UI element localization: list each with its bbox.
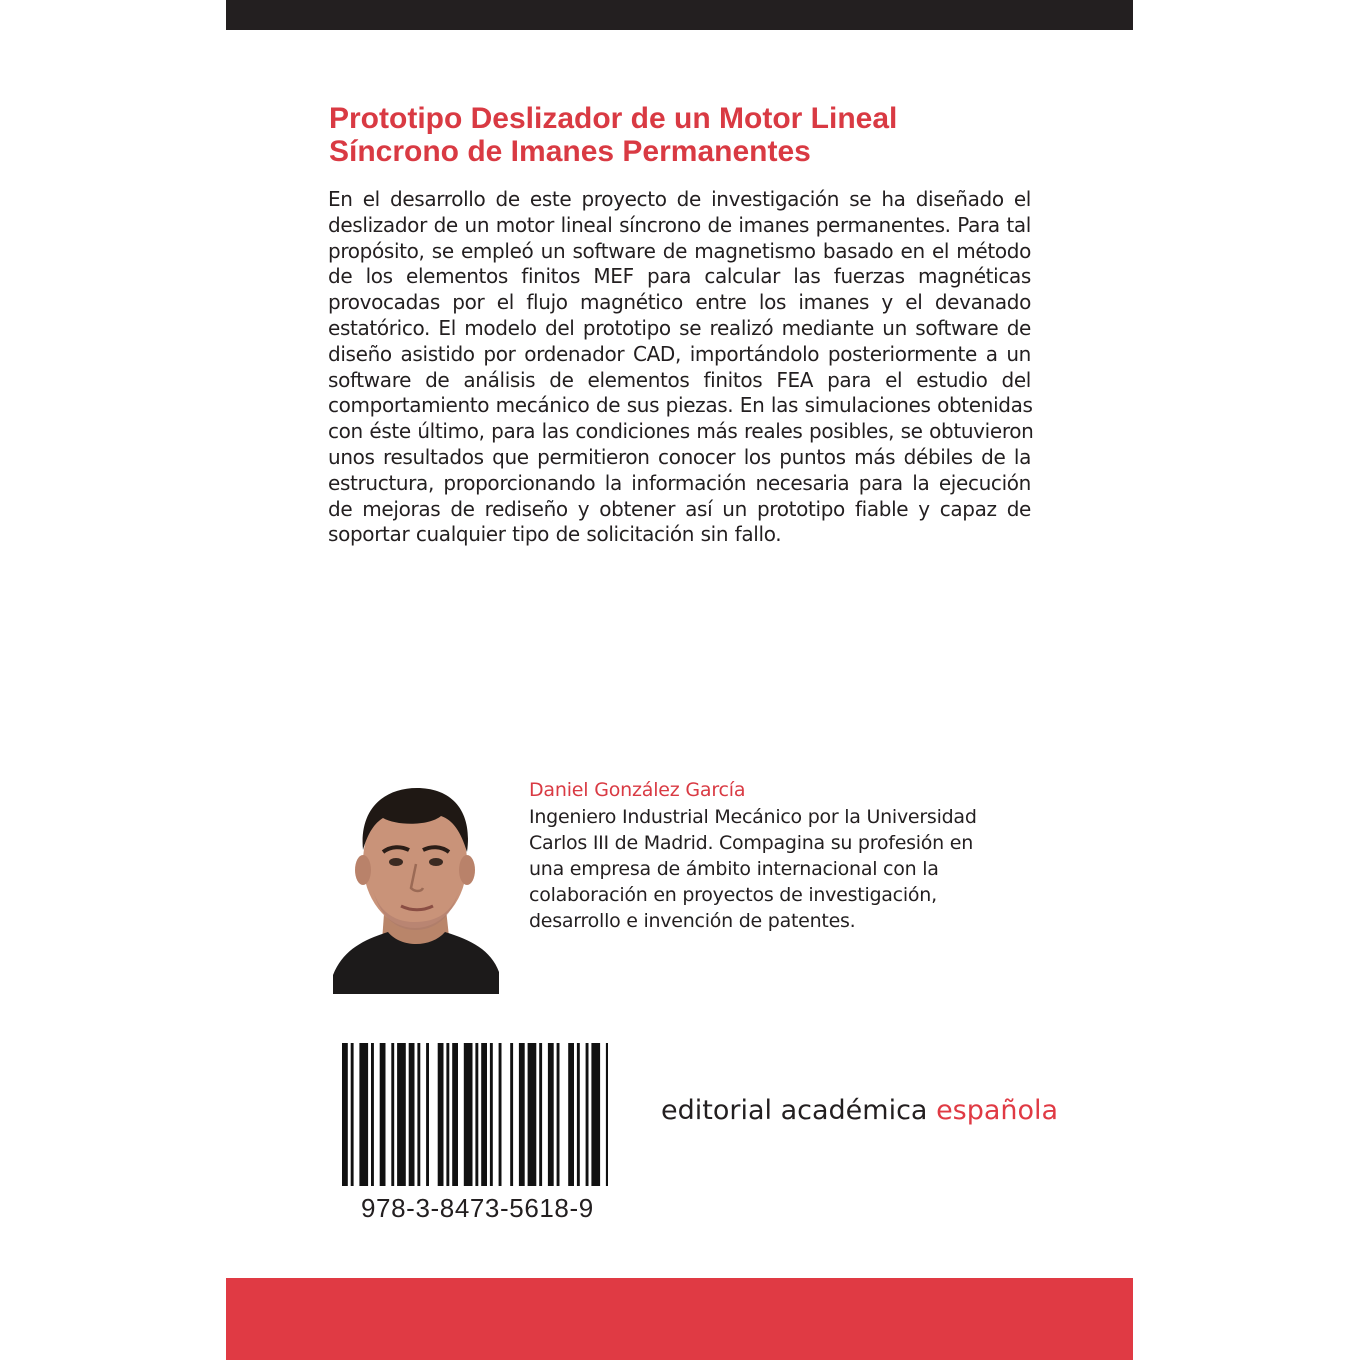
top-bar	[226, 0, 1133, 30]
abstract-line: soportar cualquier tipo de solicitación sin fallo.	[328, 522, 782, 547]
author-bio	[529, 804, 1049, 934]
publisher-name-part2: española	[936, 1095, 1059, 1126]
publisher-logo	[661, 1094, 1058, 1128]
abstract-line: comportamiento mecánico de sus piezas. En las simulaciones obtenidas	[328, 393, 1033, 418]
book-title	[329, 102, 1029, 168]
isbn-number: 978-3-8473-5618-9	[361, 1193, 594, 1223]
publisher-name-part1: editorial académica	[661, 1095, 937, 1126]
barcode-icon	[340, 1043, 610, 1186]
abstract-line: provocadas por el flujo magnético entre los imanes y el devanado	[328, 290, 1031, 315]
book-back-cover	[226, 0, 1133, 1360]
book-title-line: Síncrono de Imanes Permanentes	[329, 135, 811, 168]
author-bio-line: desarrollo e invención de patentes.	[529, 910, 856, 932]
book-abstract	[328, 187, 1034, 548]
abstract-line: deslizador de un motor lineal síncrono de imanes permanentes. Para tal	[328, 212, 1031, 237]
abstract-line: estatórico. El modelo del prototipo se realizó mediante un software de	[328, 315, 1031, 340]
bottom-bar	[226, 1278, 1133, 1360]
book-title-line: Prototipo Deslizador de un Motor Lineal	[329, 102, 898, 135]
author-bio-line: colaboración en proyectos de investigación,	[529, 884, 937, 906]
author-portrait-icon	[333, 780, 499, 994]
abstract-line: software de análisis de elementos finitos FEA para el estudio del	[328, 367, 1031, 392]
abstract-line: unos resultados que permitieron conocer los puntos más débiles de la	[328, 444, 1031, 469]
abstract-line: diseño asistido por ordenador CAD, importándolo posteriormente a un	[328, 341, 1031, 366]
author-bio-line: Ingeniero Industrial Mecánico por la Universidad	[529, 806, 977, 828]
abstract-line: de los elementos finitos MEF para calcular las fuerzas magnéticas	[328, 264, 1031, 289]
author-photo	[333, 780, 499, 994]
author-bio-line: Carlos III de Madrid. Compagina su profesión en	[529, 832, 973, 854]
author-name: Daniel González García	[529, 779, 746, 801]
author-bio-line: una empresa de ámbito internacional con la	[529, 858, 939, 880]
abstract-line: En el desarrollo de este proyecto de investigación se ha diseñado el	[328, 187, 1031, 211]
abstract-line: propósito, se empleó un software de magnetismo basado en el método	[328, 238, 1031, 263]
abstract-line: de mejoras de rediseño y obtener así un prototipo fiable y capaz de	[328, 496, 1031, 521]
abstract-line: con éste último, para las condiciones más reales posibles, se obtuvieron	[328, 419, 1034, 444]
abstract-line: estructura, proporcionando la información necesaria para la ejecución	[328, 470, 1031, 495]
